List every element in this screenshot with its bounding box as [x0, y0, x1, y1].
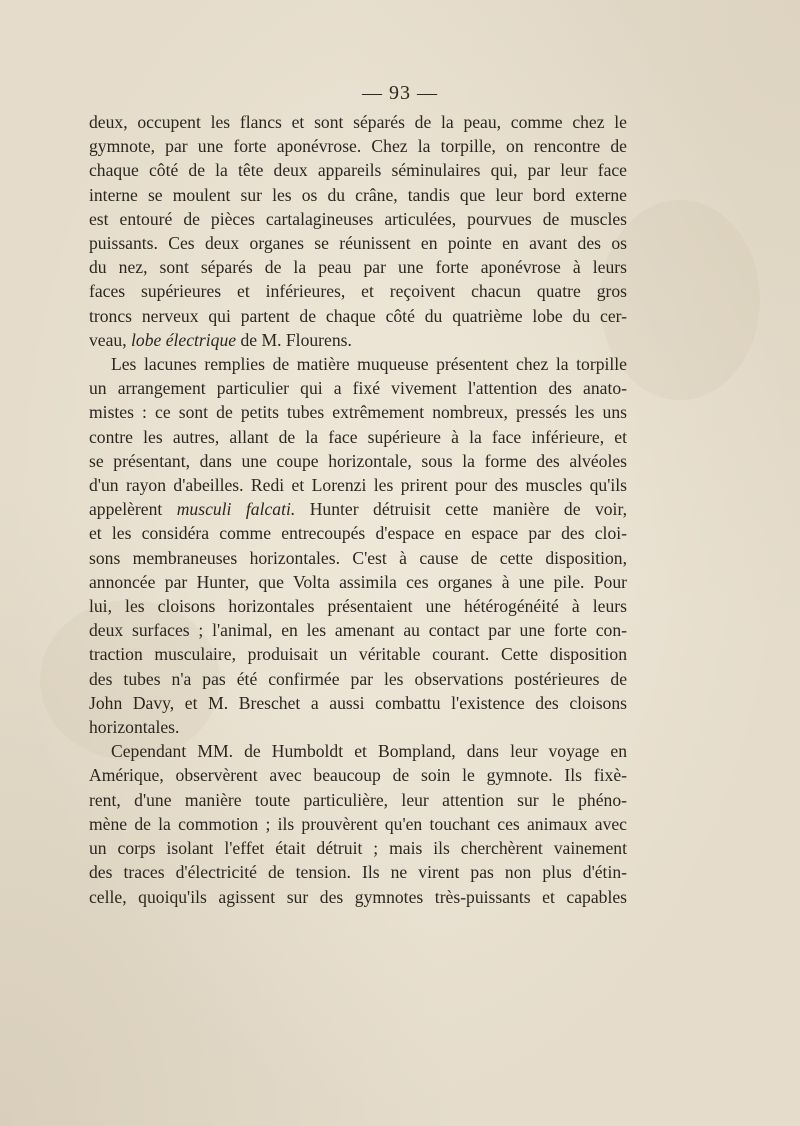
text-line: gymnote, par une forte aponévrose. Chez la torpille, on rencontre de	[89, 136, 627, 157]
text-line: des traces d'électricité de tension. Ils ne virent pas non plus d'étin-	[89, 862, 627, 883]
text-line: Les lacunes remplies de matière muqueuse présentent chez la torpille	[111, 354, 627, 375]
text-line: un corps isolant l'effet était détruit ; mais ils cherchèrent vainement	[89, 838, 627, 859]
italic-term: lobe électrique	[131, 329, 237, 350]
text-line: annoncée par Hunter, que Volta assimila ces organes à une pile. Pour	[89, 571, 627, 592]
text-line: mistes : ce sont de petits tubes extrêmement nombreux, pressés les uns	[89, 402, 627, 423]
text-line: sons membraneuses horizontales. C'est à cause de cette disposition,	[89, 547, 627, 568]
text-fragment: veau,	[89, 329, 132, 350]
text-line: est entouré de pièces cartalagineuses articulées, pourvues de muscles	[89, 208, 627, 229]
text-fragment: appelèrent	[89, 499, 177, 520]
text-line: d'un rayon d'abeilles. Redi et Lorenzi les prirent pour des muscles qu'ils	[89, 475, 627, 496]
text-line: puissants. Ces deux organes se réunissent en pointe en avant des os	[89, 233, 627, 254]
text-fragment: de M. Flourens.	[236, 329, 352, 350]
text-line: deux, occupent les flancs et sont séparés de la peau, comme chez le	[89, 112, 627, 132]
text-line: du nez, sont séparés de la peau par une forte aponévrose à leurs	[89, 257, 627, 278]
page-number: — 93 —	[362, 82, 438, 104]
text-line: faces supérieures et inférieures, et reçoivent chacun quatre gros	[89, 281, 627, 302]
paragraph-1	[89, 110, 627, 352]
text-line: des tubes n'a pas été confirmée par les observations postérieures de	[89, 668, 627, 689]
body-text	[89, 110, 627, 909]
text-line: deux surfaces ; l'animal, en les amenant au contact par une forte con-	[89, 620, 627, 641]
text-line: lui, les cloisons horizontales présentaient une hétérogénéité à leurs	[89, 596, 627, 617]
italic-term: musculi falcati.	[176, 499, 296, 520]
text-line: se présentant, dans une coupe horizontale, sous la forme des alvéoles	[89, 450, 627, 471]
text-line: horizontales.	[89, 717, 180, 738]
text-line: mène de la commotion ; ils prouvèrent qu'en touchant ces animaux avec	[89, 813, 627, 834]
text-line: John Davy, et M. Breschet a aussi combattu l'existence des cloisons	[89, 692, 627, 713]
text-line: Amérique, observèrent avec beaucoup de soin le gymnote. Ils fixè-	[89, 765, 627, 786]
text-fragment: Hunter détruisit cette manière de voir,	[295, 499, 627, 520]
paragraph-2	[89, 352, 627, 739]
text-line: un arrangement particulier qui a fixé vivement l'attention des anato-	[89, 378, 627, 399]
text-line: troncs nerveux qui partent de chaque côté du quatrième lobe du cer-	[89, 305, 627, 326]
text-line: chaque côté de la tête deux appareils séminulaires qui, par leur face	[89, 160, 627, 181]
text-line: traction musculaire, produisait un véritable courant. Cette disposition	[89, 644, 627, 665]
text-line: rent, d'une manière toute particulière, leur attention sur le phéno-	[89, 789, 627, 810]
text-line: interne se moulent sur les os du crâne, tandis que leur bord externe	[89, 184, 627, 205]
text-line: Cependant MM. de Humboldt et Bompland, dans leur voyage en	[111, 741, 627, 762]
paragraph-3	[89, 739, 627, 908]
text-line: contre les autres, allant de la face supérieure à la face inférieure, et	[89, 426, 627, 447]
text-line	[89, 497, 627, 521]
text-line	[89, 328, 627, 352]
text-line: et les considéra comme entrecoupés d'espace en espace par des cloi-	[89, 523, 627, 544]
text-line: celle, quoiqu'ils agissent sur des gymnotes très-puissants et capables	[89, 886, 627, 907]
